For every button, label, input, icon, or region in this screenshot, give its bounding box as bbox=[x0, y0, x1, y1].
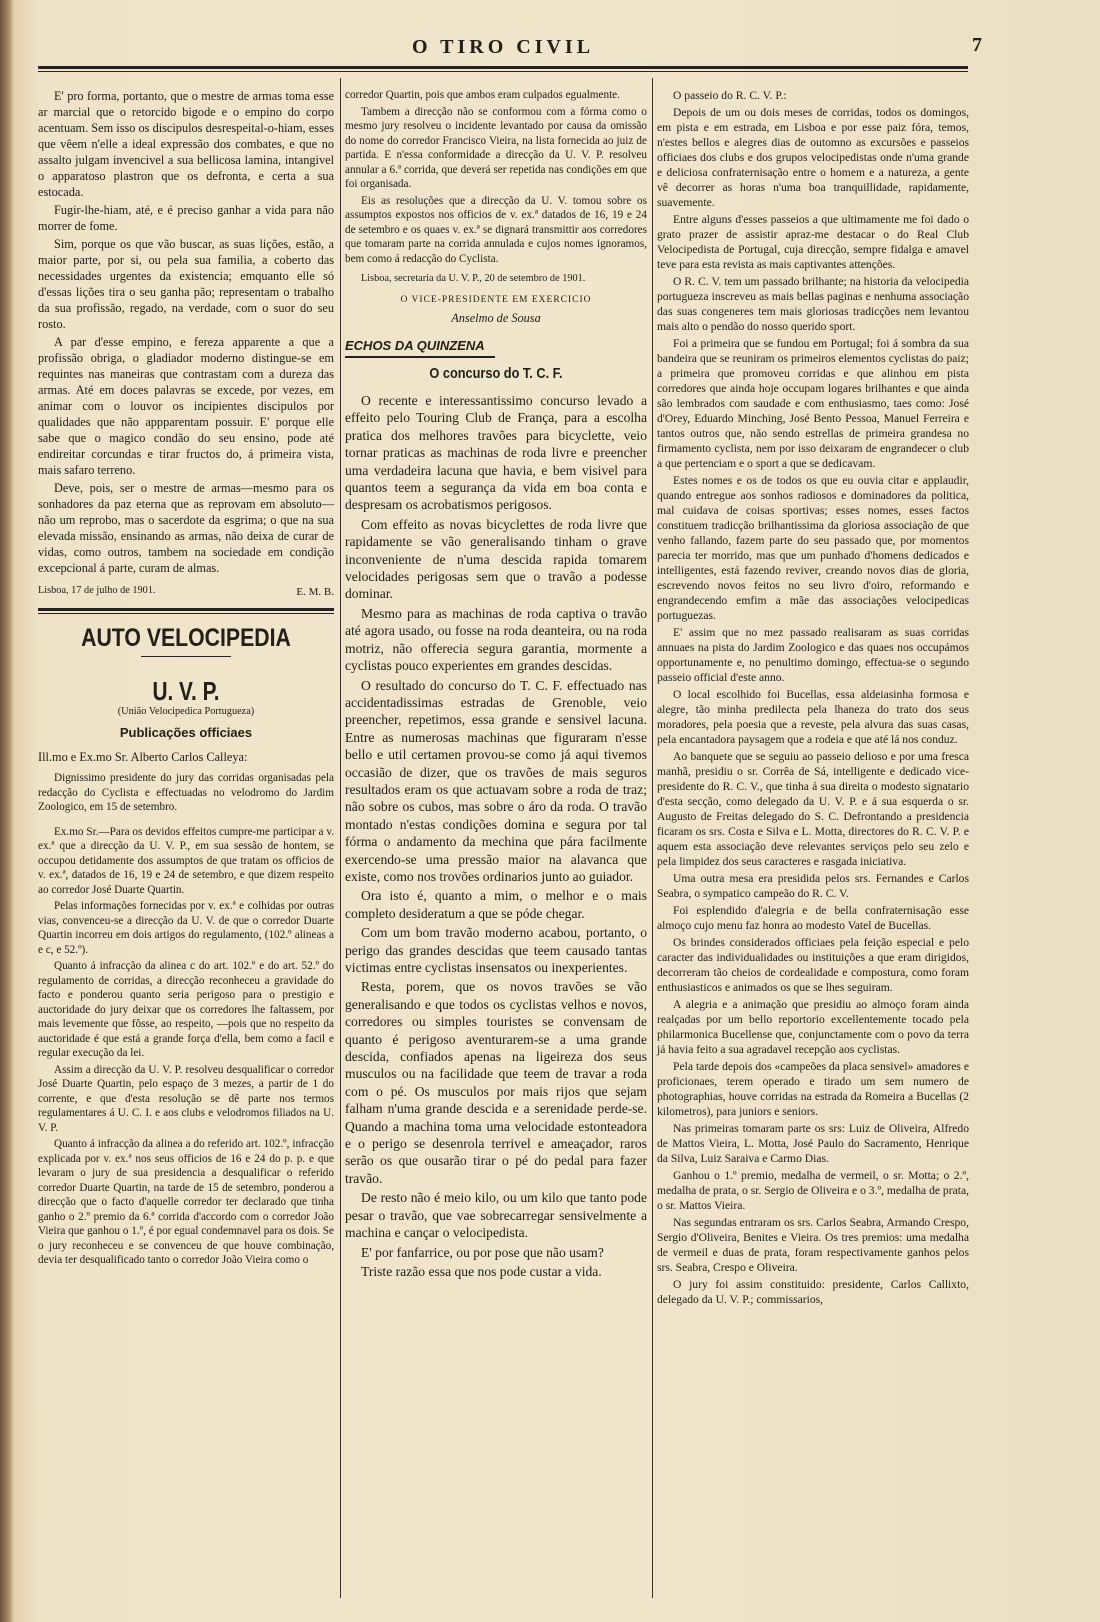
article-paragraph: Triste razão essa que nos pode custar a vida. bbox=[361, 1263, 602, 1279]
article-paragraph: Ganhou o 1.º premio, medalha de vermeil, o sr. Motta; o 2.º, medalha de prata, o sr. Sergio de Oliveira e o 3.º, medalha de prata, o sr. Mattos Vieira. bbox=[657, 1169, 969, 1212]
article-paragraph: O local escolhido foi Bucellas, essa aldeiasinha formosa e alegre, tão minha predilecta pela lhaneza do trato dos seus moradores, pela poesia que a reveste, pela alvura das suas casas, pela encantadora paysagem que a rodeia e que até lá nos conduz. bbox=[657, 688, 969, 746]
column-divider bbox=[340, 78, 341, 1598]
article-paragraph: O R. C. V. tem um passado brilhante; na historia da velocipedia portugueza inscreveu as mais bellas paginas e nenhuma associação das suas congeneres tem mais gloriosas tradicções nem levantou mais alto o pendão do nosso querido sport. bbox=[657, 275, 969, 333]
article-signoff bbox=[38, 584, 334, 600]
decree-paragraph: Assim a direcção da U. V. P. resolveu desqualificar o corredor José Duarte Quartin, pelo espaço de 3 mezes, a partir de 1 do corrente, e que d'esta resolução se dê parte nos termos regulamentares á U. C. I. e aos clubs e velodromos filiados na U. V. P. bbox=[38, 1063, 334, 1134]
decree-paragraph: Pelas informações fornecidas por v. ex.ª e colhidas por outras vias, convenceu-se a direcção da U. V. de que o corredor Duarte Quartin incorreu em dois artigos do regulamento, (102.º alineas a e c, e 52.º). bbox=[38, 900, 334, 956]
decree-paragraph: Quanto á infracção da alinea a do referido art. 102.º, infracção explicada por v. ex.ª nos seus officios de 16 e 24 do p. p. e que levaram o jury de sua presidencia a desqualificar o referido corredor Duarte Quartin, na tarde de 15 de setembro, ponderou a direcção que o facto d'aquelle corredor ter declarado que tinha ganho o 2.º premio da 6.ª corrida d'accordo com o corredor João Vieira que ganhou o 1.º, é por egual condemnavel para os dois. Se o jury reconheceu e se convenceu de que houve combinação, devia ter desqualificado tanto o corredor João Vieira como o bbox=[38, 1138, 334, 1266]
article-paragraph: Foi a primeira que se fundou em Portugal; foi á sombra da sua bandeira que se reuniram os primeiros elementos cyclistas do paiz; a primeira que promoveu corridas e que alinhou em pista corredores que ainda hoje occupam logares brilhantes e que ainda são lembrados com saudade e com enthusiasmo, taes como: José d'Orey, Eduardo Minching, José Bento Pessoa, Manuel Ferreira e tantos outros que, não sendo estrellas de primeira grandesa no firmamento cyclista, nem por isso deixaram de engrandecer o club a que pertenciam e o sport a que se dedicavam. bbox=[657, 337, 969, 470]
vp-name bbox=[345, 310, 647, 326]
vp-title: O VICE-PRESIDENTE EM EXERCICIO bbox=[400, 295, 592, 305]
concurso-article bbox=[345, 392, 647, 1280]
article-paragraph: Os brindes considerados officiaes pela feição especial e pelo caracter das individualidades ou instituições a que eram dirigidos, decorreram tão cheios de cordealidade e compostura, como foram enthusiasticos e animados os que se lhes seguiram. bbox=[657, 936, 969, 994]
article-paragraph: Foi esplendido d'alegria e de bella confraternisação esse almoço cujo menu faz honra ao modesto Vatel de Bucellas. bbox=[657, 904, 969, 932]
header-rule-thick bbox=[38, 66, 968, 69]
decree-paragraph: Ex.mo Sr.—Para os devidos effeitos cumpre-me participar a v. ex.ª que a direcção da U. V. P., em sua sessão de hontem, se occupou detidamente dos assumptos de que tratam os officios de v. ex.ª, datados de 16, 19 e 24 de setembro, e que dizem respeito ao corredor José Duarte Quartin. bbox=[38, 825, 334, 896]
article-paragraph: De resto não é meio kilo, ou um kilo que tanto pode pesar o travão, que vae sobrecarregar sensivelmente a machina e cançar o velocipedista. bbox=[345, 1190, 647, 1241]
decree-paragraph: Tambem a direcção não se conformou com a fórma como o mesmo jury resolveu o incidente levantado por causa da omissão do nome do corredor Francisco Vieira, na lista fornecida ao juiz de partida. E n'essa conformidade a direcção da U. V. P. resolveu annular a 6.ª corrida, que deverá ser repetida nas condições em que foi organisada. bbox=[345, 105, 647, 190]
article-paragraph: A par d'esse empino, e fereza apparente a que a profissão obriga, o gladiador moderno distingue-se em requintes nas maneiras que contrastam com a dureza das armas. Até em doces palavras se excede, por vezes, em animar com o louvor os incipientes discipulos por qualidades que não appparentam possuir. E' porque elle sabe que o magico condão do seu ensino, pode até endireitar corcundas e tirar fructos do, á primeira vista, mais safaro terreno. bbox=[38, 335, 334, 477]
page-binding-edge bbox=[0, 0, 14, 1622]
article-paragraph: Deve, pois, ser o mestre de armas—mesmo para os sonhadores da paz eterna que as reprovam em absoluto—não um reprobo, mas o sacerdote da esgrima; o que na sua elevada missão, ensinando as armas, não deixa de curar de vidas, como outros, tambem na sociedade em condição excepcional á parte, curam de almas. bbox=[38, 481, 334, 575]
article-signature: E. M. B. bbox=[296, 586, 334, 598]
article-paragraph: Nas segundas entraram os srs. Carlos Seabra, Armando Crespo, Sergio d'Oliveira, Benites e Vieira. Os tres premios: uma medalha de vermeil e duas de prata, foram respectivamente ganhos pelos srs. Seabra, Crespo e Oliveira. bbox=[657, 1216, 969, 1274]
section-divider bbox=[38, 608, 334, 614]
article-paragraph: Fugir-lhe-hiam, até, e é preciso ganhar a vida para não morrer de fome. bbox=[38, 203, 334, 233]
short-rule bbox=[141, 656, 231, 657]
echos-heading: ECHOS DA QUINZENA bbox=[345, 338, 485, 353]
article-paragraph: E' assim que no mez passado realisaram as suas corridas annuaes na pista do Jardim Zoologico e das quaes nos occupámos opportunamente e, no penultimo domingo, effectua-se o segundo passeio official d'este anno. bbox=[657, 626, 969, 684]
decree-date: Lisboa, secretaria da U. V. P., 20 de setembro de 1901. bbox=[361, 273, 586, 284]
article-date: Lisboa, 17 de julho de 1901. bbox=[38, 585, 156, 596]
uvp-heading: U. V. P. bbox=[152, 676, 220, 706]
article-paragraph: Depois de um ou dois meses de corridas, todos os domingos, em pista e em estrada, em Lisboa e por esse paiz fóra, temos, n'estes bellos e alegres dias de outomno as excursões e passeios officiaes dos clubs e dos grupos velocipedistas onde n'uma grande e deliciosa confraternisação entre o homem e a natureza, a gente vê decorrer as horas n'uma boa tranquillidade, rapidamente, suavemente. bbox=[657, 106, 969, 209]
article-paragraph: O jury foi assim constituido: presidente, Carlos Callixto, delegado da U. V. P.; commissarios, bbox=[657, 1278, 969, 1306]
article-paragraph: Ora isto é, quanto a mim, o melhor e o mais completo desideratum a que se póde chegar. bbox=[345, 888, 647, 921]
decree-paragraph: Eis as resoluções que a direcção da U. V. tomou sobre os assumptos expostos nos officios de v. ex.ª datados de 16, 19 e 24 de setembro e os quaes v. ex.ª se dignará transmittir aos corredores que tomaram parte na corrida annulada e cujos nomes ignoramos, bem como á redacção do Cyclista. bbox=[345, 194, 647, 265]
article-paragraph: Sim, porque os que vão buscar, as suas lições, estão, a maior parte, por si, ou pela sua familia, a coberto das necessidades urgentes da existencia; emquanto elle só d'essas lições tira o seu ganha pão; representam o trabalho da sua profissão, regado, na verdade, com o suor do seu rosto. bbox=[38, 237, 334, 331]
decree-paragraph: corredor Quartin, pois que ambos eram culpados egualmente. bbox=[345, 89, 620, 101]
article-paragraph: Mesmo para as machinas de roda captiva o travão até agora usado, ou fosse na roda deanteira, ou na roda motriz, não offerecia segura garantia, mormente a cyclistas pouco experientes em grandes descidas. bbox=[345, 605, 647, 674]
column-2 bbox=[345, 88, 647, 1282]
salutation: Ill.mo e Ex.mo Sr. Alberto Carlos Calleya: bbox=[38, 750, 248, 764]
article-paragraph: E' por fanfarrice, ou por pose que não usam? bbox=[361, 1244, 604, 1260]
article-paragraph: Nas primeiras tomaram parte os srs: Luiz de Oliveira, Alfredo de Mattos Vieira, L. Motta, José Paulo do Sacramento, Henrique da Silva, Luiz Saraiva e Carmo Dias. bbox=[657, 1122, 969, 1165]
article-paragraph: Uma outra mesa era presidida pelos srs. Fernandes e Carlos Seabra, o sympatico campeão do R. C. V. bbox=[657, 872, 969, 900]
concurso-heading: O concurso do T. C. F. bbox=[429, 365, 563, 382]
column-divider bbox=[652, 78, 653, 1598]
column-3 bbox=[657, 88, 969, 1309]
article-paragraph: O recente e interessantissimo concurso levado a effeito pelo Touring Club de França, para a escolha pratica dos melhores travões para bicyclette, veio tornar praticas as machinas de roda livre e preencher uma verdadeira lacuna que havia, e bem visivel para quantos teem a segurança da vida em boa conta e despresam os acrobatismos perigosos. bbox=[345, 393, 647, 513]
article-paragraph: Pela tarde depois dos «campeões da placa sensivel» amadores e proficionaes, terem operado e tirado um sem numero de photographias, houve corridas na estrada da Romeira a Bucellas (2 kilometros), para juniors e seniors. bbox=[657, 1060, 969, 1118]
article-paragraph: Com effeito as novas bicyclettes de roda livre que rapidamente se vão generalisando tinham o grave inconveniente de n'uma descida rapida tomarem velocidades perigosas sem que o travão a podesse dominar. bbox=[345, 516, 647, 602]
article-paragraph: O passeio do R. C. V. P.: bbox=[673, 89, 787, 102]
article-paragraph: A alegria e a animação que presidiu ao almoço foram ainda realçadas por um bello reportorio excellentemente tocado pela philarmonica Bucellense que, conjunctamente com o povo da terra já havia feito a sua agradavel recepção aos cyclistas. bbox=[657, 998, 969, 1056]
uvp-subtitle: (União Velocipedica Portugueza) bbox=[117, 706, 255, 717]
publications-heading: Publicações officiaes bbox=[119, 725, 253, 740]
article-paragraph: E' pro forma, portanto, que o mestre de armas toma esse ar marcial que o retorcido bigode e o empino do corpo acentuam. Sem isso os discipulos desrespeital-o-hiam, esses que vêem n'elle a ideal expressão dos combates, e que no assalto julgam invencivel a sua bellicosa lamina, intangivel o apparatoso plastron que os defronta, e certa a sua estocada. bbox=[38, 89, 334, 199]
article-paragraph: Entre alguns d'esses passeios a que ultimamente me foi dado o grato prazer de assistir apraz-me destacar o do Real Club Velocipedista de Portugal, cuja direcção, sempre fidalga e amavel teve para esta revista as mais captivantes attenções. bbox=[657, 213, 969, 271]
newspaper-title: O TIRO CIVIL bbox=[411, 36, 595, 58]
page-number: 7 bbox=[972, 34, 982, 56]
echos-underline bbox=[345, 356, 495, 358]
vp-name-text: Anselmo de Sousa bbox=[451, 311, 541, 325]
section-title: AUTO VELOCIPEDIA bbox=[81, 624, 291, 652]
page-header bbox=[38, 28, 982, 68]
column-1 bbox=[38, 88, 334, 1270]
decree-paragraph: Quanto á infracção da alinea c do art. 102.º e do art. 52.º do regulamento de corridas, a direcção reconheceu a gravidade do facto e ponderou quanto seria perigoso para o prestigio e auctoridade do jury deixar que os corredores lhe faltassem, por mais levemente que fôsse, ao respeito, —pois que no respeito da auctoridade é que está a grande força d'ella, bem como a facil e regular execução da lei. bbox=[38, 960, 334, 1059]
article-paragraph: Ao banquete que se seguiu ao passeio delioso e por uma fresca manhã, presidiu o sr. Corrêa de Sá, intelligente e dedicado vice-presidente do R. C. V., que tinha á sua direita o modesto signatario d'esta secção, como delegado da U. V. P. e á sua esquerda o sr. Augusto de Freitas delegado do S. C. Defrontando a presidencia ficaram os srs. Costa e Silva e L. Motta, directores do R. C. V. P. e aquem esta associação deve relevantes serviços pelo seu zelo e pela limpidez dos seus caracteres e rasgada iniciativa. bbox=[657, 750, 969, 868]
header-rule-thin bbox=[38, 71, 968, 72]
article-paragraph: Com um bom travão moderno acabou, portanto, o perigo das grandes descidas que teem causado tantas victimas entre cyclistas insensatos ou inexperientes. bbox=[345, 925, 647, 975]
article-paragraph: Resta, porem, que os novos travões se vão generalisando e que todos os cyclistas velhos e novos, corredores ou simples touristes se convensam de quanto é perigoso aventurarem-se a uma grande descida, confiados apenas na ligeireza dos seus musculos ou na facilidade que teem de travar a roda com o pé. Os musculos por mais rijos que sejam falham n'uma grande descida e a serenidade perde-se. Quando a machina toma uma velocidade estonteadora e o perigo se desenrola terrivel e ameaçador, raros serão os que ousarão tirar o pé do pedal para fazer travão. bbox=[345, 979, 647, 1186]
article-paragraph: O resultado do concurso do T. C. F. effectuado nas accidentadissimas estradas de Grenoble, veio preencher, repetimos, essa grande e sensivel lacuna. Entre as numerosas machinas que figuraram n'esse bello e util certamen provou-se como já aqui tivemos occasião de dizer, que os travões de mais seguros resultados eram os que actuavam sobre a roda de traz; não sobre os cubos, mas sobre o áro da roda. O travão montado n'estas condições domina e segura por tal fórma o andamento da mechina que pára facilmente exercendo-se uma pressão maior na alavanca que existe, como nos trovões ordinarios junto ao guiador. bbox=[345, 677, 647, 884]
letter-intro: Dignissimo presidente do jury das corridas organisadas pela redacção do Cyclista e effectuadas no velodromo do Jardim Zoologico, em 15 de setembro. bbox=[38, 772, 334, 813]
article-paragraph: Estes nomes e os de todos os que eu ouvia citar e applaudir, quando entregue aos sonhos radiosos e dominadores da politica, mal cuidava de coisas sportivas; esses nomes, esses factos constituem tradicção brilhantissima da gloriosa associação de que venho fallando, fazem parte do seu passado que, por momentos parecia ter morrido, mas que um punhado d'homens dedicados e intelligentes, está fazendo reviver, creando novos dias de gloria, escrevendo novos feitos no seu livro d'oiro, reformando e engrandecendo emfim a mãe das associações velocipedicas portuguezas. bbox=[657, 474, 969, 622]
